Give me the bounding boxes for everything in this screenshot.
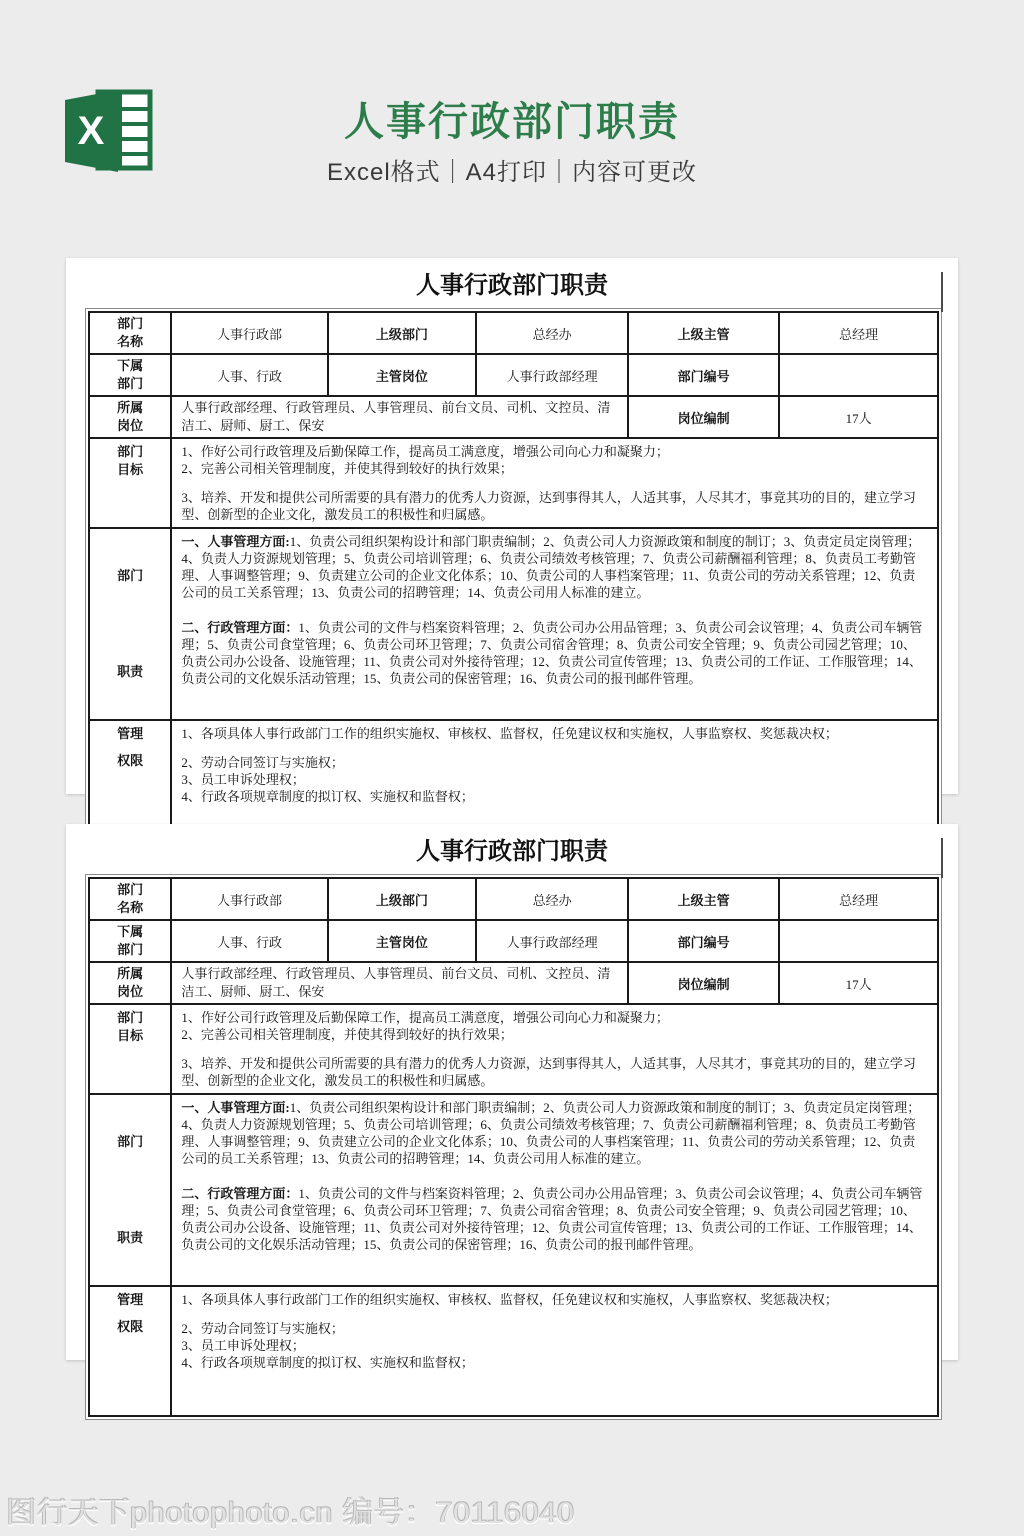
table-row <box>89 396 938 438</box>
positions-label: 所属 岗位 <box>89 962 171 1004</box>
table-row <box>89 354 938 396</box>
card-list <box>66 258 958 1370</box>
headcount-label: 岗位编制 <box>628 396 779 438</box>
superior-dept-label: 上级部门 <box>328 312 477 354</box>
table-row <box>89 1094 938 1286</box>
table-row <box>89 528 938 720</box>
dept-goals-content <box>171 1004 938 1094</box>
duty-section-text: 1、负责公司的文件与档案资料管理；2、负责公司办公用品管理；3、负责公司会议管理；4、负责公司车辆管理；5、负责公司食堂管理；6、负责公司环卫管理；7、负责公司宿舍管理；8、负责公司安全管理；9、负责公司园艺管理；10、负责公司办公设备、设施管理；11、负责公司对外接待管理；12、负责公司宣传管理；13、负责公司的工作证、工作服管理；14、负责公司的文化娱乐活动管理；15、负责公司的保密管理；16、负责公司的报刊邮件管理。 <box>181 620 923 686</box>
goal-item: 1、作好公司行政管理及后勤保障工作，提高员工满意度，增强公司向心力和凝聚力； <box>181 444 669 459</box>
authority-item: 2、劳动合同签订与实施权； <box>181 1321 344 1336</box>
authority-item: 1、各项具体人事行政部门工作的组织实施权、审核权、监督权，任免建议权和实施权，人事监察权、奖惩裁决权； <box>181 1292 838 1307</box>
table-row <box>89 920 938 962</box>
superior-manager-label: 上级主管 <box>628 312 779 354</box>
duty-section-lead: 一、人事管理方面: <box>181 1100 290 1115</box>
duty-section-lead: 二、行政管理方面： <box>181 1186 299 1201</box>
page-edge-line <box>941 838 943 878</box>
dept-goals-content <box>171 438 938 528</box>
dept-table <box>85 308 942 854</box>
headcount-value: 17人 <box>779 396 938 438</box>
dept-number-value <box>779 354 938 396</box>
excel-x-letter: X <box>77 109 105 153</box>
sub-dept-label: 下属 部门 <box>89 354 171 396</box>
dept-table <box>85 874 942 1420</box>
dept-number-label: 部门编号 <box>628 354 779 396</box>
page-header <box>0 0 1024 258</box>
goal-item: 2、完善公司相关管理制度，并使其得到较好的执行效果； <box>181 461 513 476</box>
goal-item: 3、培养、开发和提供公司所需要的具有潜力的优秀人力资源，达到事得其人，人适其事，人尽其才，事竟其功的目的，建立学习型、创新型的企业文化，激发员工的积极性和归属感。 <box>181 490 916 522</box>
superior-manager-value: 总经理 <box>779 312 938 354</box>
dept-number-label: 部门编号 <box>628 920 779 962</box>
authority-content <box>171 1286 938 1416</box>
goal-item: 1、作好公司行政管理及后勤保障工作，提高员工满意度，增强公司向心力和凝聚力； <box>181 1010 669 1025</box>
sheet-title: 人事行政部门职责 <box>416 273 608 299</box>
manager-post-value: 人事行政部经理 <box>476 920 628 962</box>
superior-manager-value: 总经理 <box>779 878 938 920</box>
authority-item: 1、各项具体人事行政部门工作的组织实施权、审核权、监督权，任免建议权和实施权，人事监察权、奖惩裁决权； <box>181 726 838 741</box>
positions-value: 人事行政部经理、行政管理员、人事管理员、前台文员、司机、文控员、清洁工、厨师、厨工、保安 <box>171 396 628 438</box>
page-edge-line <box>941 272 943 312</box>
authority-label: 管理 权限 <box>89 720 171 850</box>
dept-goals-label: 部门 目标 <box>89 1004 171 1094</box>
duty-section-text: 1、负责公司组织架构设计和部门职责编制；2、负责公司人力资源政策和制度的制订；3、负责定员定岗管理；4、负责人力资源规划管理；5、负责公司培训管理；6、负责公司绩效考核管理；7、负责公司薪酬福利管理；8、负责员工考勤管理、人事调整管理；9、负责建立公司的企业文化体系；10、负责公司的人事档案管理；11、负责公司的劳动关系管理；12、负责公司的员工关系管理；13、负责公司的招聘管理；14、负责公司用人标准的建立。 <box>181 534 921 600</box>
superior-manager-label: 上级主管 <box>628 878 779 920</box>
headcount-label: 岗位编制 <box>628 962 779 1004</box>
page-subtitle: Excel格式｜A4打印｜内容可更改 <box>326 159 698 186</box>
duty-section <box>181 619 928 687</box>
duty-section-lead: 一、人事管理方面: <box>181 534 290 549</box>
dept-name-value: 人事行政部 <box>171 878 327 920</box>
authority-item: 4、行政各项规章制度的拟订权、实施权和监督权； <box>181 789 474 804</box>
table-row <box>89 1286 938 1416</box>
duty-section-lead: 二、行政管理方面： <box>181 620 299 635</box>
superior-dept-value: 总经办 <box>476 878 628 920</box>
positions-label: 所属 岗位 <box>89 396 171 438</box>
dept-duties-content <box>171 1094 938 1286</box>
superior-dept-value: 总经办 <box>476 312 628 354</box>
dept-duties-label: 部门 职责 <box>89 528 171 720</box>
table-row <box>89 312 938 354</box>
sheet-title: 人事行政部门职责 <box>416 839 608 865</box>
duty-section-text: 1、负责公司的文件与档案资料管理；2、负责公司办公用品管理；3、负责公司会议管理；4、负责公司车辆管理；5、负责公司食堂管理；6、负责公司环卫管理；7、负责公司宿舍管理；8、负责公司安全管理；9、负责公司园艺管理；10、负责公司办公设备、设施管理；11、负责公司对外接待管理；12、负责公司宣传管理；13、负责公司的工作证、工作服管理；14、负责公司的文化娱乐活动管理；15、负责公司的保密管理；16、负责公司的报刊邮件管理。 <box>181 1186 923 1252</box>
manager-post-value: 人事行政部经理 <box>476 354 628 396</box>
authority-label: 管理 权限 <box>89 1286 171 1416</box>
positions-value: 人事行政部经理、行政管理员、人事管理员、前台文员、司机、文控员、清洁工、厨师、厨工、保安 <box>171 962 628 1004</box>
sub-dept-label: 下属 部门 <box>89 920 171 962</box>
page-title: 人事行政部门职责 <box>344 100 680 144</box>
watermark-text: 图行天下photophoto.cn 编号：70116040 <box>6 1497 575 1530</box>
duty-section <box>181 1099 928 1167</box>
goal-item: 3、培养、开发和提供公司所需要的具有潜力的优秀人力资源，达到事得其人，人适其事，人尽其才，事竟其功的目的，建立学习型、创新型的企业文化，激发员工的积极性和归属感。 <box>181 1056 916 1088</box>
table-row <box>89 878 938 920</box>
table-row <box>89 438 938 528</box>
dept-duties-label: 部门 职责 <box>89 1094 171 1286</box>
duty-section <box>181 533 928 601</box>
goal-item: 2、完善公司相关管理制度，并使其得到较好的执行效果； <box>181 1027 513 1042</box>
sheet-card <box>66 824 958 1370</box>
authority-item: 2、劳动合同签订与实施权； <box>181 755 344 770</box>
dept-duties-content <box>171 528 938 720</box>
authority-item: 4、行政各项规章制度的拟订权、实施权和监督权； <box>181 1355 474 1370</box>
dept-name-label: 部门 名称 <box>89 312 171 354</box>
sheet-card <box>66 258 958 804</box>
sub-dept-value: 人事、行政 <box>171 920 327 962</box>
dept-number-value <box>779 920 938 962</box>
duty-section-text: 1、负责公司组织架构设计和部门职责编制；2、负责公司人力资源政策和制度的制订；3、负责定员定岗管理；4、负责人力资源规划管理；5、负责公司培训管理；6、负责公司绩效考核管理；7、负责公司薪酬福利管理；8、负责员工考勤管理、人事调整管理；9、负责建立公司的企业文化体系；10、负责公司的人事档案管理；11、负责公司的劳动关系管理；12、负责公司的员工关系管理；13、负责公司的招聘管理；14、负责公司用人标准的建立。 <box>181 1100 921 1166</box>
table-row <box>89 962 938 1004</box>
dept-name-value: 人事行政部 <box>171 312 327 354</box>
sub-dept-value: 人事、行政 <box>171 354 327 396</box>
headcount-value: 17人 <box>779 962 938 1004</box>
authority-item: 3、员工申诉处理权； <box>181 1338 305 1353</box>
manager-post-label: 主管岗位 <box>328 920 477 962</box>
table-row <box>89 1004 938 1094</box>
manager-post-label: 主管岗位 <box>328 354 477 396</box>
dept-goals-label: 部门 目标 <box>89 438 171 528</box>
duty-section <box>181 1185 928 1253</box>
superior-dept-label: 上级部门 <box>328 878 477 920</box>
dept-name-label: 部门 名称 <box>89 878 171 920</box>
authority-item: 3、员工申诉处理权； <box>181 772 305 787</box>
